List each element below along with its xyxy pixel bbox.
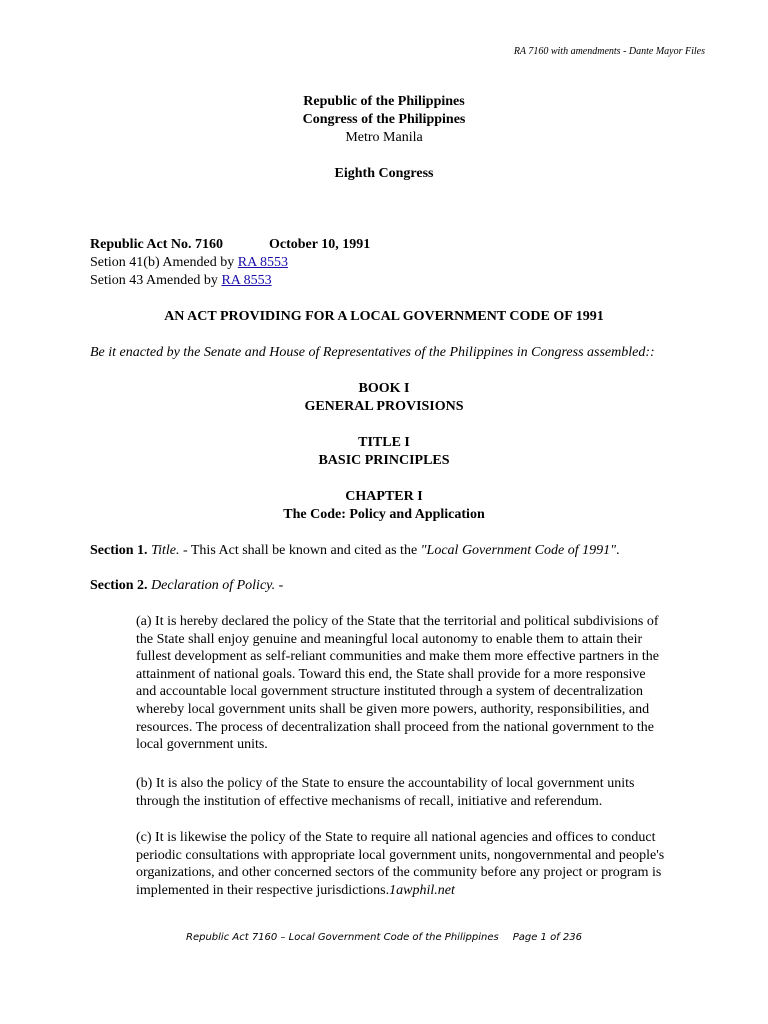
page-number: Page 1 of 236 [512,932,582,943]
section-label: Section 1. [90,543,148,558]
paragraph-line: through the institution of effective mechanisms of recall, initiative and referendum. [136,793,603,809]
section-label: Section 2. [90,578,148,593]
book-name: GENERAL PROVISIONS [304,399,464,414]
chapter-label: CHAPTER I [345,489,423,504]
masthead-country: Republic of the Philippines [303,94,465,109]
title-label: TITLE I [358,435,410,450]
paragraph-line: attainment of national goals. Toward this end, the State shall provide for a more responsive [136,666,646,682]
act-title: AN ACT PROVIDING FOR A LOCAL GOVERNMENT CODE OF 1991 [164,309,604,324]
section-2 [90,577,283,595]
running-footer [0,932,768,943]
chapter-heading [0,488,768,524]
amendment-text: Setion 41(b) Amended by [90,255,238,270]
paragraph-line: whereby local government units shall be given more powers, authority, responsibilities, and [136,701,650,717]
policy-paragraph-a [136,613,706,754]
act-number: Republic Act No. 7160 [90,237,223,252]
paragraph-text: implemented in their respective jurisdictions. [136,882,390,898]
masthead-location: Metro Manila [345,130,423,145]
section-text: - This Act shall be known and cited as the [179,543,421,558]
paragraph-line: fullest development as self-reliant communities and make them more effective partners in the [136,649,660,665]
section-quote: "Local Government Code of 1991" [420,543,616,558]
section-heading: Declaration of Policy. - [151,578,284,593]
amendment-link[interactable]: RA 8553 [237,255,288,270]
amendment-line [90,254,288,272]
paragraph-line: (a) It is hereby declared the policy of the State that the territorial and political subdivisions of [136,614,659,629]
paragraph-line: resources. The process of decentralization shall proceed from the national government to the [136,719,654,735]
masthead [0,93,768,147]
act-date: October 10, 1991 [269,237,371,252]
title-name: BASIC PRINCIPLES [318,453,450,468]
section-heading: Title. [151,543,180,558]
footer-title: Republic Act 7160 – Local Government Code of the Philippines [186,932,499,943]
running-header: RA 7160 with amendments - Dante Mayor Files [513,46,705,57]
masthead-congress: Congress of the Philippines [302,112,466,127]
title-heading [0,434,768,470]
act-number-line [90,236,370,254]
paragraph-line [136,882,706,900]
section-end: . [615,543,620,558]
congress-number: Eighth Congress [334,166,434,181]
paragraph-line: (b) It is also the policy of the State to ensure the accountability of local government units [136,776,635,791]
chapter-name: The Code: Policy and Application [283,507,485,522]
paragraph-line: local government units. [136,737,268,753]
book-label: BOOK I [358,381,410,396]
policy-paragraph-c [136,829,706,899]
paragraph-line: periodic consultations with appropriate local government units, nongovernmental and people's [136,847,665,863]
amendment-text: Setion 43 Amended by [90,273,222,288]
enacting-clause: Be it enacted by the Senate and House of Representatives of the Philippines in Congress assembled:: [90,345,655,360]
paragraph-line: organizations, and other concerned sectors of the community before any project or program is [136,865,662,881]
amendment-line [90,272,272,290]
policy-paragraph-b [136,775,706,810]
source-watermark: 1awphil.net [389,882,455,898]
amendment-link[interactable]: RA 8553 [221,273,272,288]
paragraph-line: the State shall enjoy genuine and meaningful local autonomy to enable them to attain their [136,631,643,647]
section-1 [90,542,619,560]
paragraph-line: (c) It is likewise the policy of the State to require all national agencies and offices to conduct [136,830,656,845]
book-heading [0,380,768,416]
paragraph-line: and accountable local government structure instituted through a system of decentralization [136,684,643,700]
